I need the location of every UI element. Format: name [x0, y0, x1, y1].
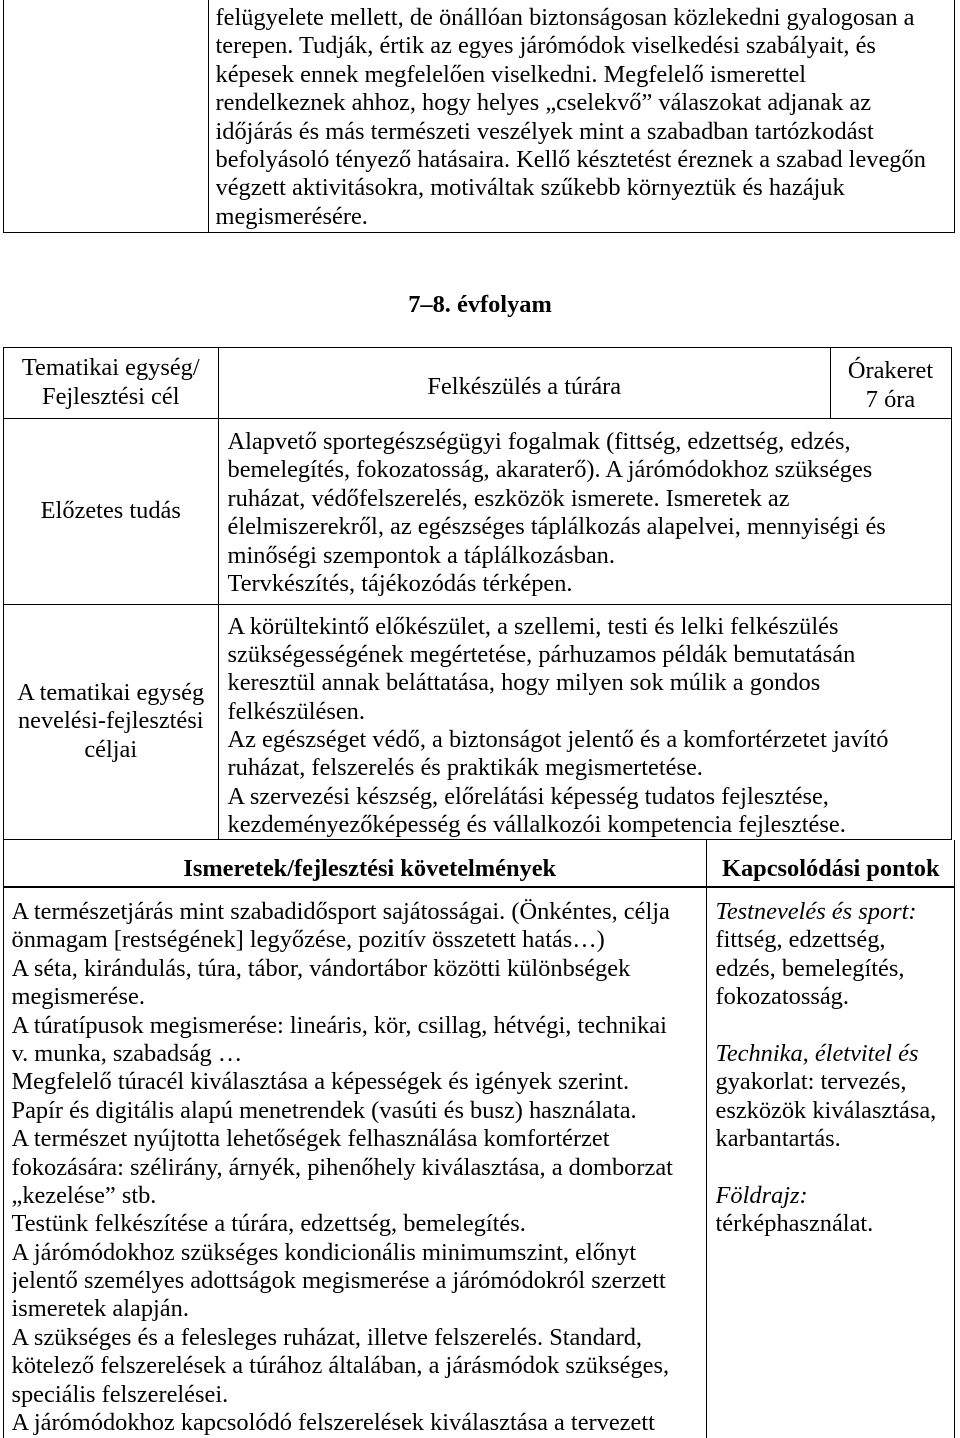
text-line: Tervkészítés, tájékozódás térképen. — [227, 569, 573, 597]
text-line: A járómódokhoz szükséges kondicionális minimumszint, előnyt — [11, 1238, 637, 1266]
text-line: önmagam [restségének] legyőzése, pozitív összetett hatás…) — [11, 926, 605, 954]
connections-header: Kapcsolódási pontok — [721, 855, 940, 882]
text-line: speciális felszerelései. — [11, 1380, 229, 1408]
unit-header-label — [4, 348, 218, 418]
text-line: Megfelelő túracél kiválasztása a képességek és igények szerint. — [11, 1068, 630, 1096]
text-line: A szükséges és a felesleges ruházat, illetve felszerelés. Standard, — [11, 1323, 643, 1351]
label-line: céljai — [84, 735, 138, 763]
connection-group — [716, 898, 952, 1012]
text-line: v. munka, szabadság … — [11, 1039, 243, 1067]
text-line: „kezelése” stb. — [11, 1181, 157, 1209]
hours-value: 7 óra — [865, 385, 916, 413]
connection-group — [716, 1040, 952, 1154]
text-line: fittség, edzettség, — [715, 926, 886, 954]
text-line: ruházat, felszerelés és praktikák megismertetése. — [227, 754, 703, 782]
intro-empty-cell — [4, 0, 209, 232]
text-line: bemelegítés, fokozatosság, akaraterő). A járómódokhoz szükséges — [227, 456, 873, 484]
text-line: minőségi szempontok a táplálkozásban. — [227, 541, 615, 569]
text-line: keresztül annak beláttatása, hogy milyen sok múlik a gondos — [227, 669, 821, 697]
unit-title-cell — [219, 348, 830, 418]
goals-label-cell — [4, 605, 218, 838]
requirements-text — [12, 898, 702, 1437]
text-line: élelmiszerekről, az egészséges táplálkozás alapelvei, mennyiségi és — [227, 513, 886, 541]
text-line: rendelkeznek ahhoz, hogy helyes „cselekvő” válaszokat adjanak az — [215, 89, 872, 117]
text-line: Az egészséget védő, a biztonságot jelentő és a komfortérzetet javító — [227, 726, 889, 754]
grade-title: 7–8. évfolyam — [408, 291, 552, 318]
subject-name: Testnevelés és sport: — [715, 898, 917, 925]
text-line: végzett aktivitásokra, motiváltak szűkebb környeztük és hazájuk — [215, 174, 845, 202]
text-line: Testünk felkészítése a túrára, edzettség, bemelegítés. — [11, 1210, 526, 1238]
prior-knowledge-text — [228, 428, 944, 598]
text-line: A természetjárás mint szabadidősport sajátosságai. (Önkéntes, célja — [11, 898, 670, 925]
column-divider — [706, 840, 708, 1438]
text-line: ruházat, védőfelszerelés, eszközök ismerete. Ismeretek az — [227, 484, 790, 512]
text-line: felkészülésen. — [227, 697, 365, 725]
text-line: időjárás és más természeti veszélyek mint a szabadban tartózkodást — [215, 117, 874, 145]
text-line: terepen. Tudják, értik az egyes járómódok viselkedési szabályait, és — [215, 32, 876, 60]
requirements-header: Ismeretek/fejlesztési követelmények — [183, 855, 557, 882]
label-line: Tematikai egység/ — [21, 354, 200, 382]
text-line: A túratípusok megismerése: lineáris, kör, csillag, hétvégi, technikai — [11, 1011, 667, 1039]
text-line: Papír és digitális alapú menetrendek (vasúti és busz) használata. — [11, 1096, 637, 1124]
unit-table — [3, 347, 952, 840]
intro-table — [3, 0, 955, 233]
text-line: edzés, bemelegítés, — [715, 954, 905, 982]
unit-title: Felkészülés a túrára — [427, 372, 622, 400]
hours-label: Órakeret — [847, 357, 934, 385]
hours-cell — [831, 348, 950, 418]
requirements-table — [3, 840, 955, 1438]
intro-text — [216, 4, 949, 231]
text-line: karbantartás. — [715, 1125, 841, 1153]
text-line: képesek ennek megfelelően viselkedni. Megfelelő ismerettel — [215, 60, 807, 88]
text-line: A körültekintő előkészület, a szellemi, testi és lelki felkészülés — [227, 612, 839, 640]
label-line: nevelési-fejlesztési — [17, 707, 204, 735]
text-line: ismeretek alapján. — [11, 1295, 189, 1323]
text-line: A járómódokhoz kapcsolódó felszerelések kiválasztása a tervezett — [11, 1409, 655, 1437]
goals-text — [228, 613, 944, 840]
text-line: jelentő személyes adottságok megismerése a járómódokról szerzett — [11, 1267, 666, 1295]
text-line: gyakorlat: tervezés, — [715, 1068, 907, 1096]
subject-name: Földrajz: — [715, 1181, 808, 1209]
text-line: kezdeményezőképesség és vállalkozói kompetencia fejlesztése. — [227, 811, 846, 839]
text-line: kötelező felszerelések a túrához általában, a járásmódok szükséges, — [11, 1352, 670, 1380]
text-line: fokozatosság. — [715, 983, 849, 1011]
row-divider — [4, 886, 954, 888]
text-line: A természet nyújtotta lehetőségek felhasználása komfortérzet — [11, 1125, 610, 1153]
text-line: fokozására: szélirány, árnyék, pihenőhely kiválasztása, a domborzat — [11, 1153, 673, 1181]
connection-group — [716, 1182, 952, 1239]
label-line: Fejlesztési cél — [42, 382, 180, 410]
connection-items — [716, 926, 952, 1011]
text-line: megismerése. — [11, 983, 145, 1011]
text-line: felügyelete mellett, de önállóan biztonságosan közlekedni gyalogosan a — [215, 4, 915, 31]
connection-items — [716, 1210, 952, 1238]
text-line: A séta, kirándulás, túra, tábor, vándortábor közötti különbségek — [11, 954, 631, 982]
text-line: megismerésére. — [215, 202, 368, 230]
prior-knowledge-label-cell — [4, 419, 218, 604]
text-line: befolyásoló tényező hatásaira. Kellő késztetést éreznek a szabad levegőn — [215, 145, 926, 173]
text-line: Alapvető sportegészségügyi fogalmak (fittség, edzettség, edzés, — [227, 428, 851, 455]
text-line: A szervezési készség, előrelátási képesség tudatos fejlesztése, — [227, 782, 829, 810]
prior-knowledge-label: Előzetes tudás — [40, 497, 181, 525]
connection-items — [716, 1068, 952, 1153]
text-line: térképhasználat. — [715, 1210, 874, 1238]
text-line: eszközök kiválasztása, — [715, 1096, 937, 1124]
column-divider — [218, 348, 220, 839]
subject-name: Technika, életvitel és — [715, 1039, 919, 1067]
text-line: szükségességének megértetése, párhuzamos példák bemutatásán — [227, 640, 856, 668]
connections-list — [716, 898, 952, 1239]
label-line: A tematikai egység — [17, 678, 205, 706]
